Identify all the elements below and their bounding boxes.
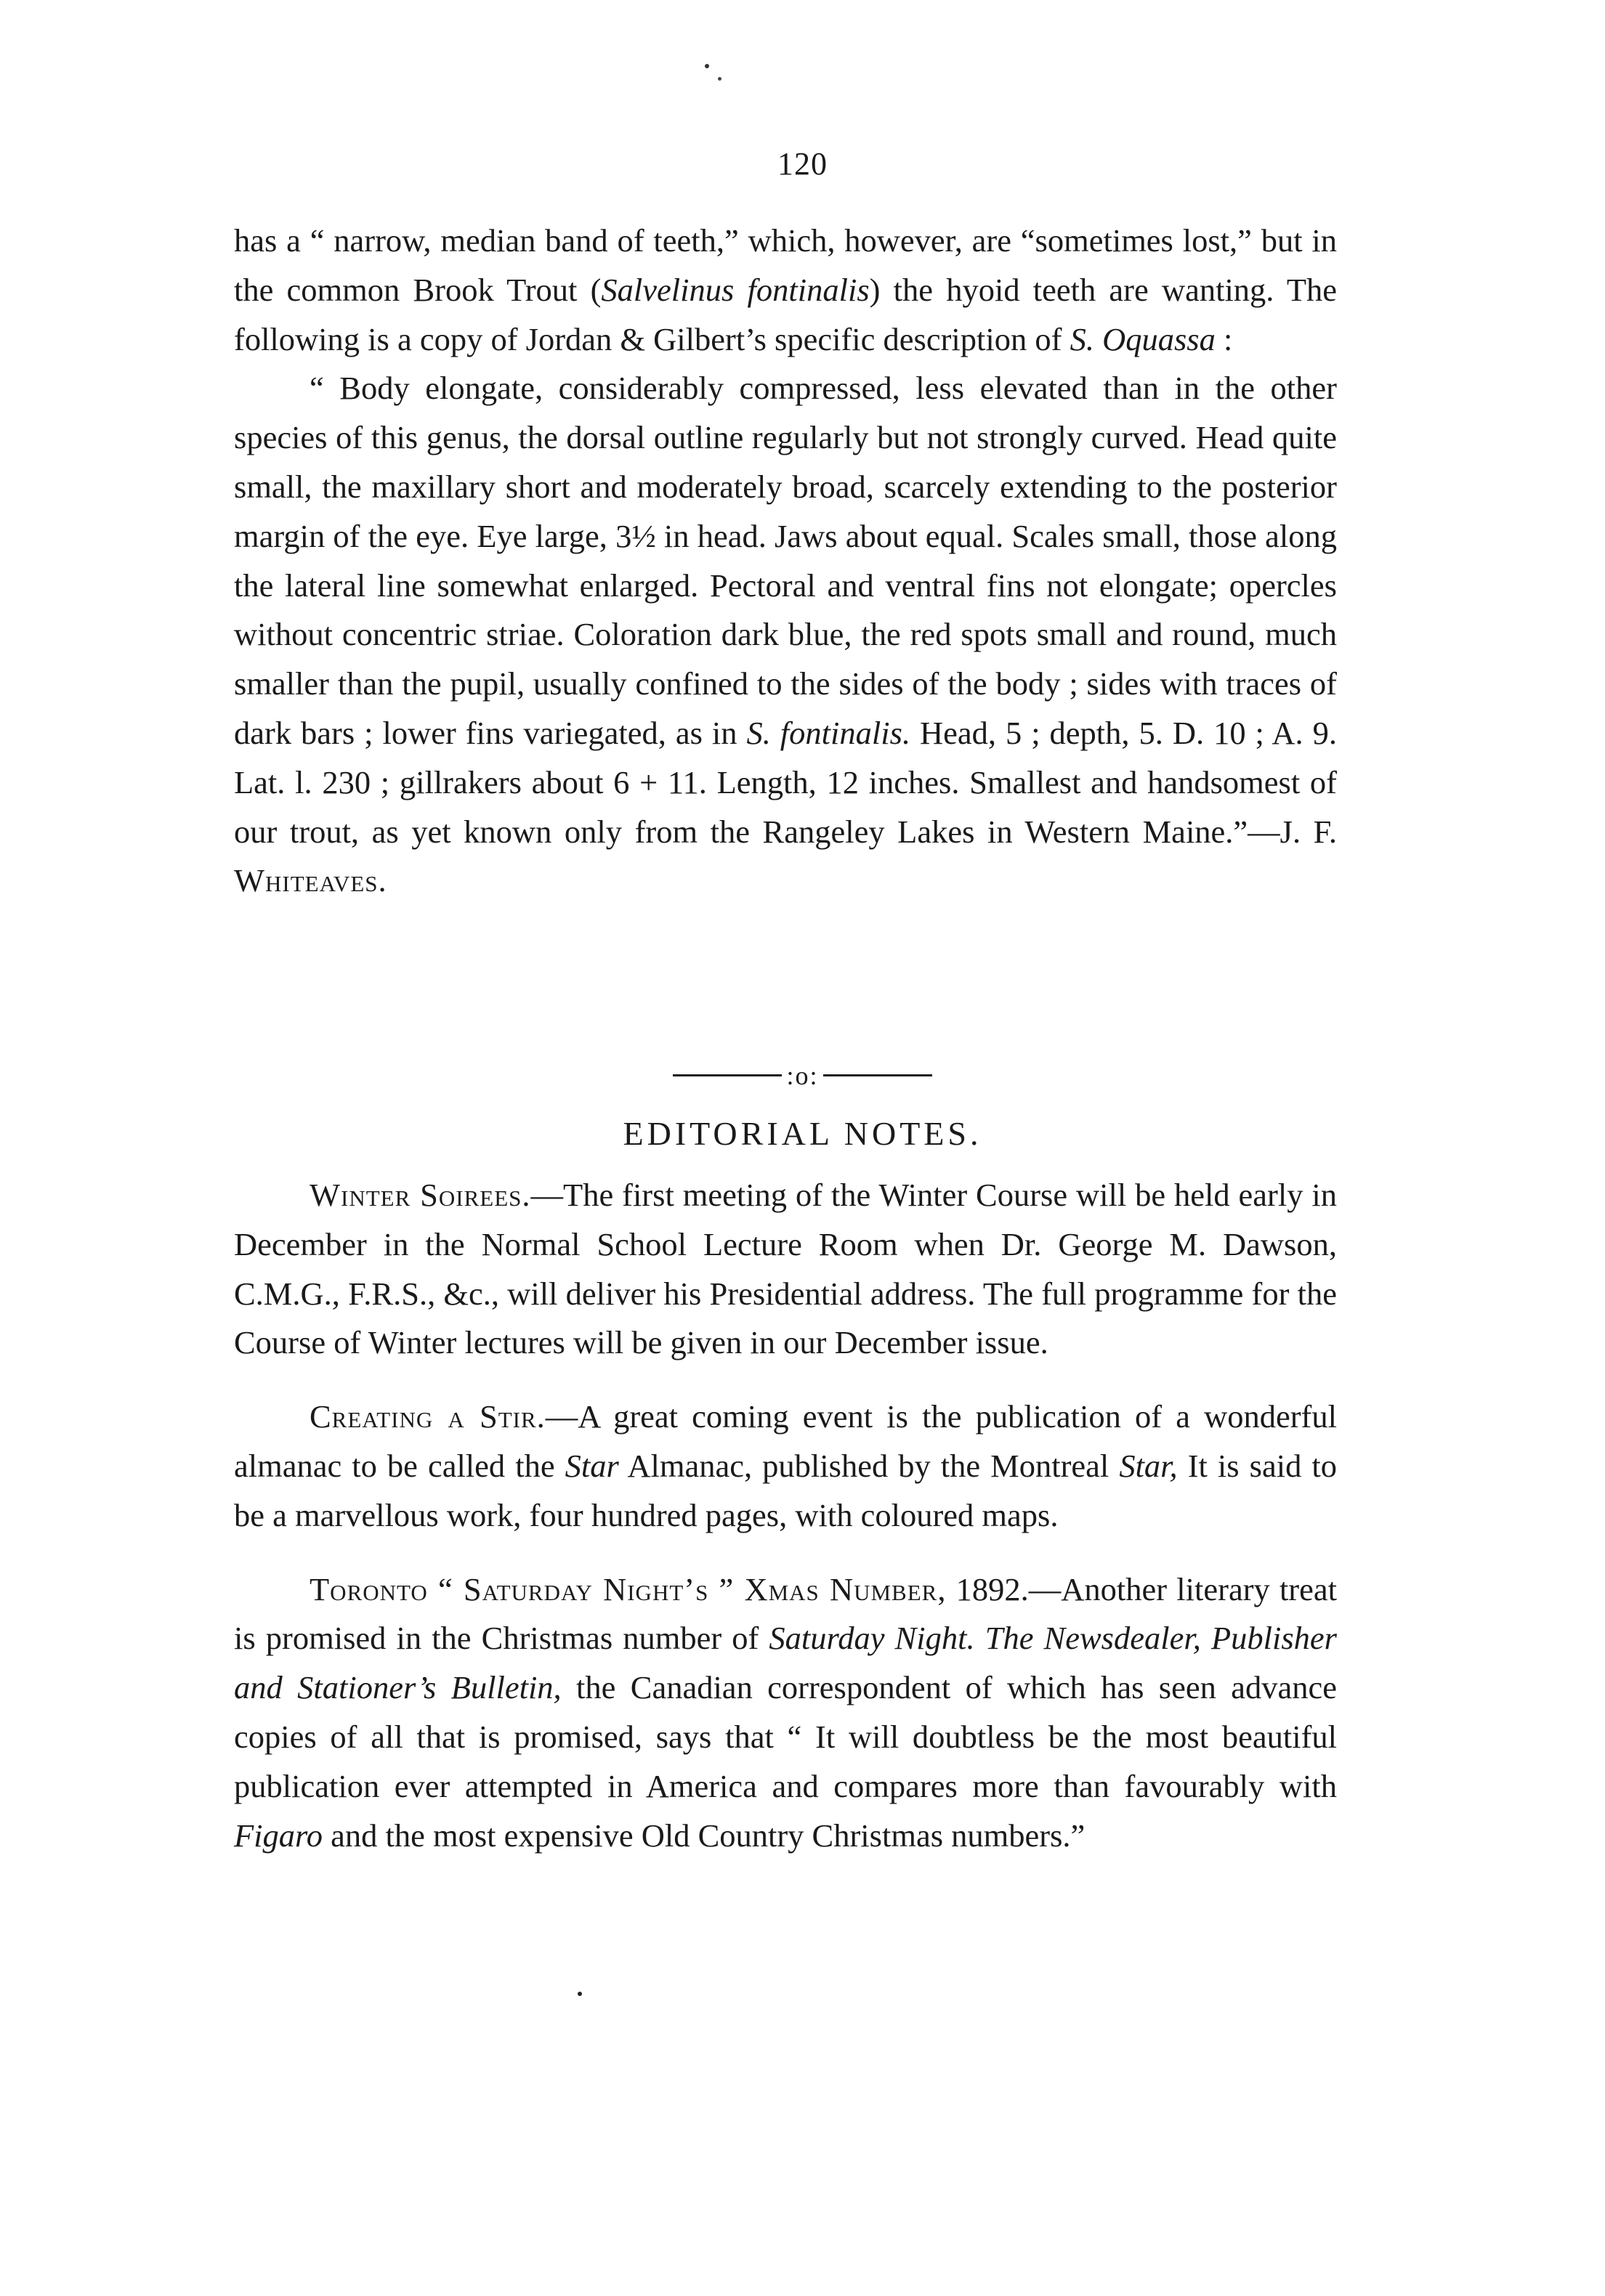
note-heading: Winter Soirees. <box>310 1177 531 1213</box>
divider-rule-right <box>823 1074 932 1076</box>
section-divider <box>0 1058 1605 1091</box>
editorial-notes <box>234 1171 1337 1885</box>
divider-rule-left <box>673 1074 782 1076</box>
note-creating-a-stir: Creating a Stir.—A great coming event is the publication of a wonderful almanac to be called the Star Almanac, published by the Montreal Star, It is said to be a marvellous work, four hundred pages, with coloured maps. <box>234 1398 1337 1533</box>
species-description-quote: “ Body elongate, considerably compressed, less elevated than in the other species of this genus, the dorsal outline regularly but not strongly curved. Head quite small, the maxillary short and moderately broad, scarcely extending to the posterior margin of the eye. Eye large, 3½ in head. Jaws about equal. Scales small, those along the lateral line somewhat enlarged. Pectoral and ventral fins not elongate; opercles without concentric striae. Coloration dark blue, the red spots small and round, much smaller than the pupil, usually confined to the sides of the body ; sides with traces of dark bars ; lower fins variegated, as in S. fontinalis. Head, 5 ; depth, 5. D. 10 ; A. 9. Lat. l. 230 ; gillrakers about 6 + 11. Length, 12 inches. Smallest and handsomest of our trout, as yet known only from the Rangeley Lakes in Western Maine.”—J. F. Whiteaves. <box>234 370 1338 899</box>
scan-speck <box>718 77 721 81</box>
divider-mark: :o: <box>786 1060 819 1090</box>
note-heading: Toronto “ Saturday Night’s ” Xmas Number, <box>310 1570 947 1607</box>
section-title: EDITORIAL NOTES. <box>623 1115 982 1152</box>
opening-paragraph: has a “ narrow, median band of teeth,” which, however, are “sometimes lost,” but in the common Brook Trout (Salvelinus fontinalis) the hyoid teeth are wanting. The following is a copy of Jordan & Gilbert’s specific description of S. Oquassa : <box>234 222 1337 357</box>
note-toronto-saturday-night: Toronto “ Saturday Night’s ” Xmas Number, 1892.—Another literary treat is promised in the Christmas number of Saturday Night. The Newsdealer, Publisher and Stationer’s Bulletin, the Canadian correspondent of which has seen advance copies of all that is promised, says that “ It will doubtless be the most beautiful publication ever attempted in America and compares more than favourably with Figaro and the most expensive Old Country Christmas numbers.” <box>234 1570 1337 1854</box>
scan-speck <box>705 64 709 68</box>
article-continuation <box>234 216 1337 906</box>
note-winter-soirees: Winter Soirees.—The first meeting of the Winter Course will be held early in December in the Normal School Lecture Room when Dr. George M. Dawson, C.M.G., F.R.S., &c., will deliver his Presidential address. The full programme for the Course of Winter lectures will be given in our December issue. <box>234 1177 1337 1361</box>
page-number: 120 <box>777 146 828 182</box>
note-heading: Creating a Stir. <box>310 1398 546 1435</box>
end-mark <box>578 1992 582 1996</box>
